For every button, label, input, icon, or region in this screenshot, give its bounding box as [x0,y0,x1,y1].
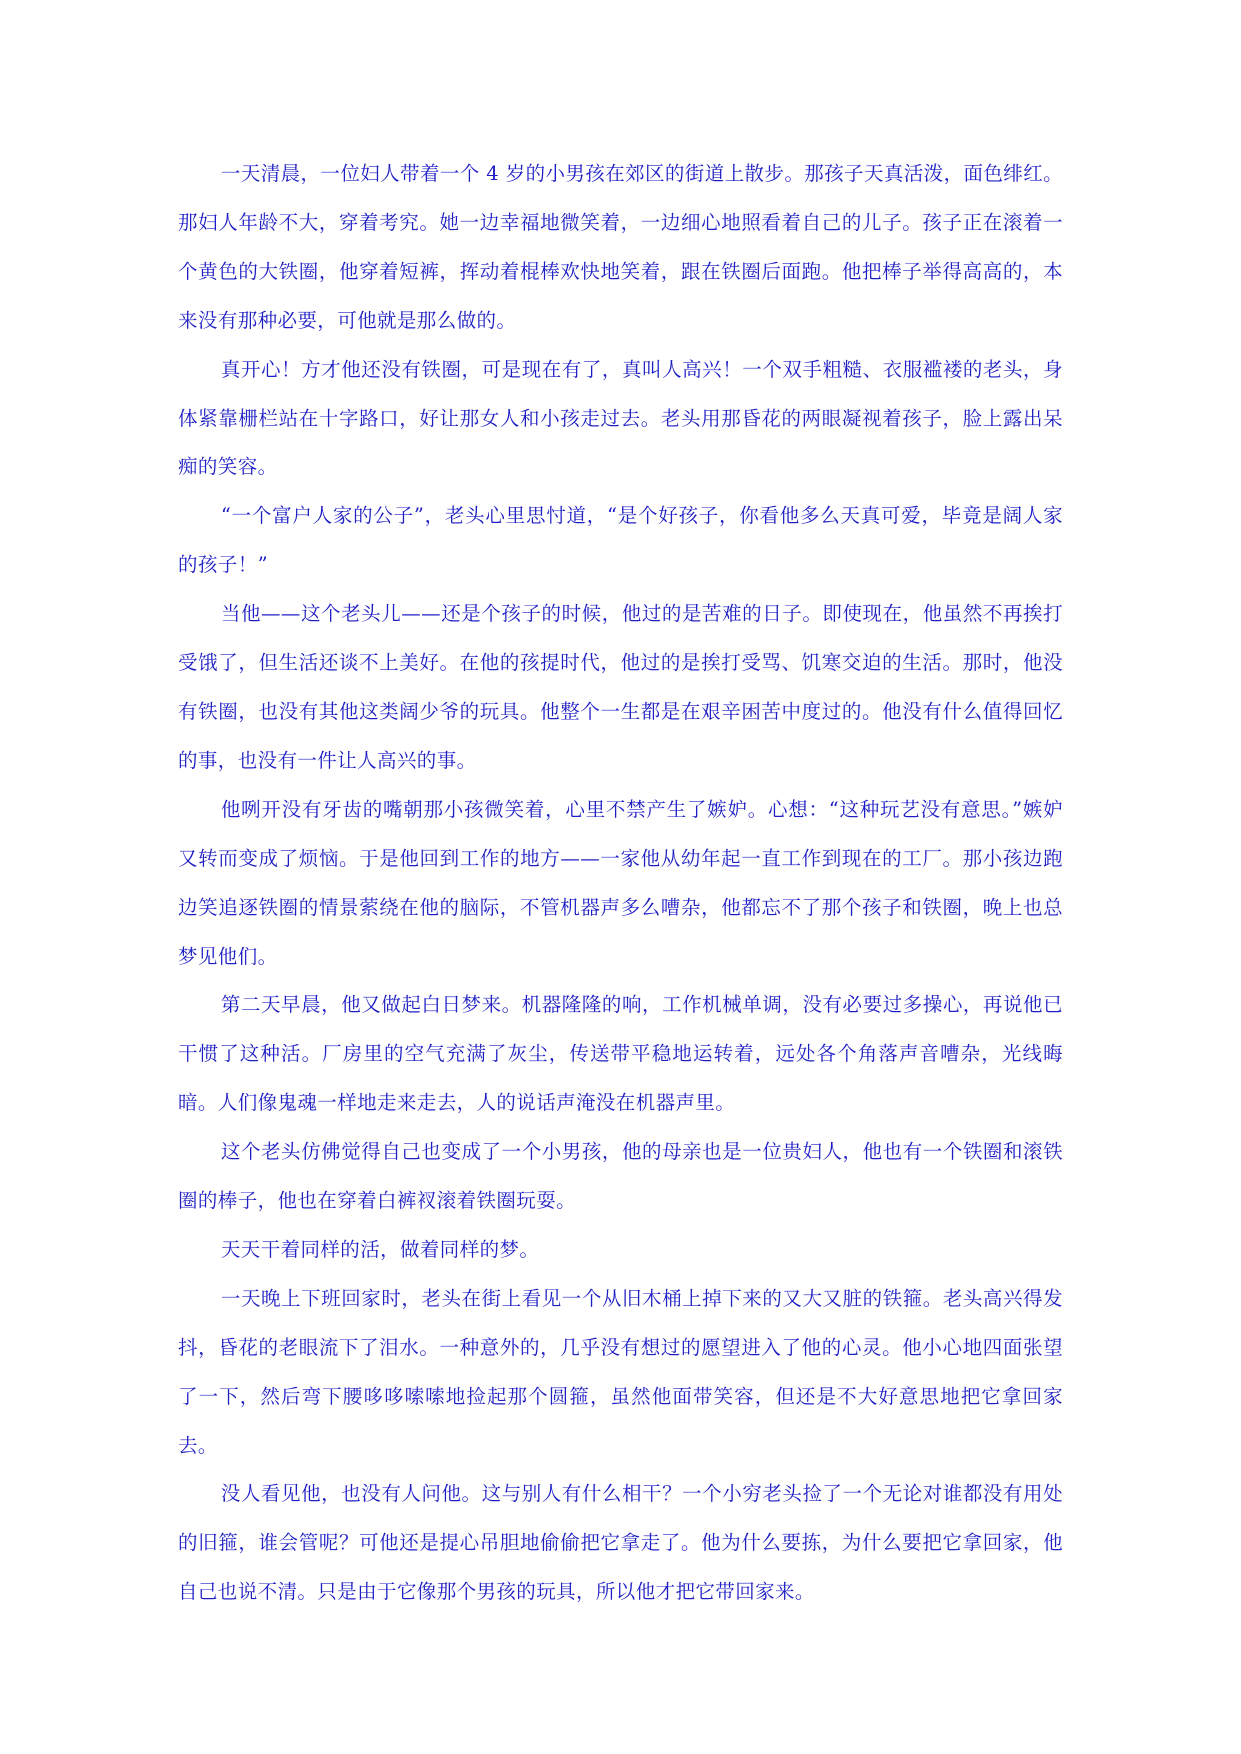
paragraph-6: 第二天早晨，他又做起白日梦来。机器隆隆的响，工作机械单调，没有必要过多操心，再说他已干惯了这种活。厂房里的空气充满了灰尘，传送带平稳地运转着，远处各个角落声音嘈杂，光线晦暗。人们像鬼魂一样地走来走去，人的说话声淹没在机器声里。 [178,993,1063,1115]
paragraph-1: 一天清晨，一位妇人带着一个 4 岁的小男孩在郊区的街道上散步。那孩子天真活泼，面色绯红。那妇人年龄不大，穿着考究。她一边幸福地微笑着，一边细心地照看着自己的儿子。孩子正在滚着一个黄色的大铁圈，他穿着短裤，挥动着棍棒欢快地笑着，跟在铁圈后面跑。他把棒子举得高高的，本来没有那种必要，可他就是那么做的。 [178,162,1063,332]
paragraph-5: 他咧开没有牙齿的嘴朝那小孩微笑着，心里不禁产生了嫉妒。心想：“这种玩艺没有意思。”嫉妒又转而变成了烦恼。于是他回到工作的地方——一家他从幼年起一直工作到现在的工厂。那小孩边跑边笑追逐铁圈的情景萦绕在他的脑际，不管机器声多么嘈杂，他都忘不了那个孩子和铁圈，晚上也总梦见他们。 [178,797,1063,968]
paragraph-4: 当他——这个老头儿——还是个孩子的时候，他过的是苦难的日子。即使现在，他虽然不再挨打受饿了，但生活还谈不上美好。在他的孩提时代，他过的是挨打受骂、饥寒交迫的生活。那时，他没有铁圈，也没有其他这类阔少爷的玩具。他整个一生都是在艰辛困苦中度过的。他没有什么值得回忆的事，也没有一件让人高兴的事。 [178,602,1063,772]
paragraph-8: 天天干着同样的活，做着同样的梦。 [220,1237,540,1261]
paragraph-2: 真开心！方才他还没有铁圈，可是现在有了，真叫人高兴！一个双手粗糙、衣服褴褛的老头，身体紧靠栅栏站在十字路口，好让那女人和小孩走过去。老头用那昏花的两眼凝视着孩子，脸上露出呆痴的笑容。 [178,357,1063,479]
paragraph-9: 一天晚上下班回家时，老头在街上看见一个从旧木桶上掉下来的又大又脏的铁箍。老头高兴得发抖，昏花的老眼流下了泪水。一种意外的，几乎没有想过的愿望进入了他的心灵。他小心地四面张望了一下，然后弯下腰哆哆嗦嗦地捡起那个圆箍，虽然他面带笑容，但还是不大好意思地把它拿回家去。 [178,1286,1063,1457]
paragraph-10: 没人看见他，也没有人问他。这与别人有什么相干？一个小穷老头捡了一个无论对谁都没有用处的旧箍，谁会管呢？可他还是提心吊胆地偷偷把它拿走了。他为什么要拣，为什么要把它拿回家，他自己也说不清。只是由于它像那个男孩的玩具，所以他才把它带回家来。 [178,1482,1063,1604]
article-body [178,150,1063,1617]
paragraph-7: 这个老头仿佛觉得自己也变成了一个小男孩，他的母亲也是一位贵妇人，他也有一个铁圈和滚铁圈的棒子，他也在穿着白裤衩滚着铁圈玩耍。 [178,1140,1063,1213]
paragraph-3: “一个富户人家的公子”，老头心里思忖道，“是个好孩子，你看他多么天真可爱，毕竟是阔人家的孩子！” [178,504,1063,577]
